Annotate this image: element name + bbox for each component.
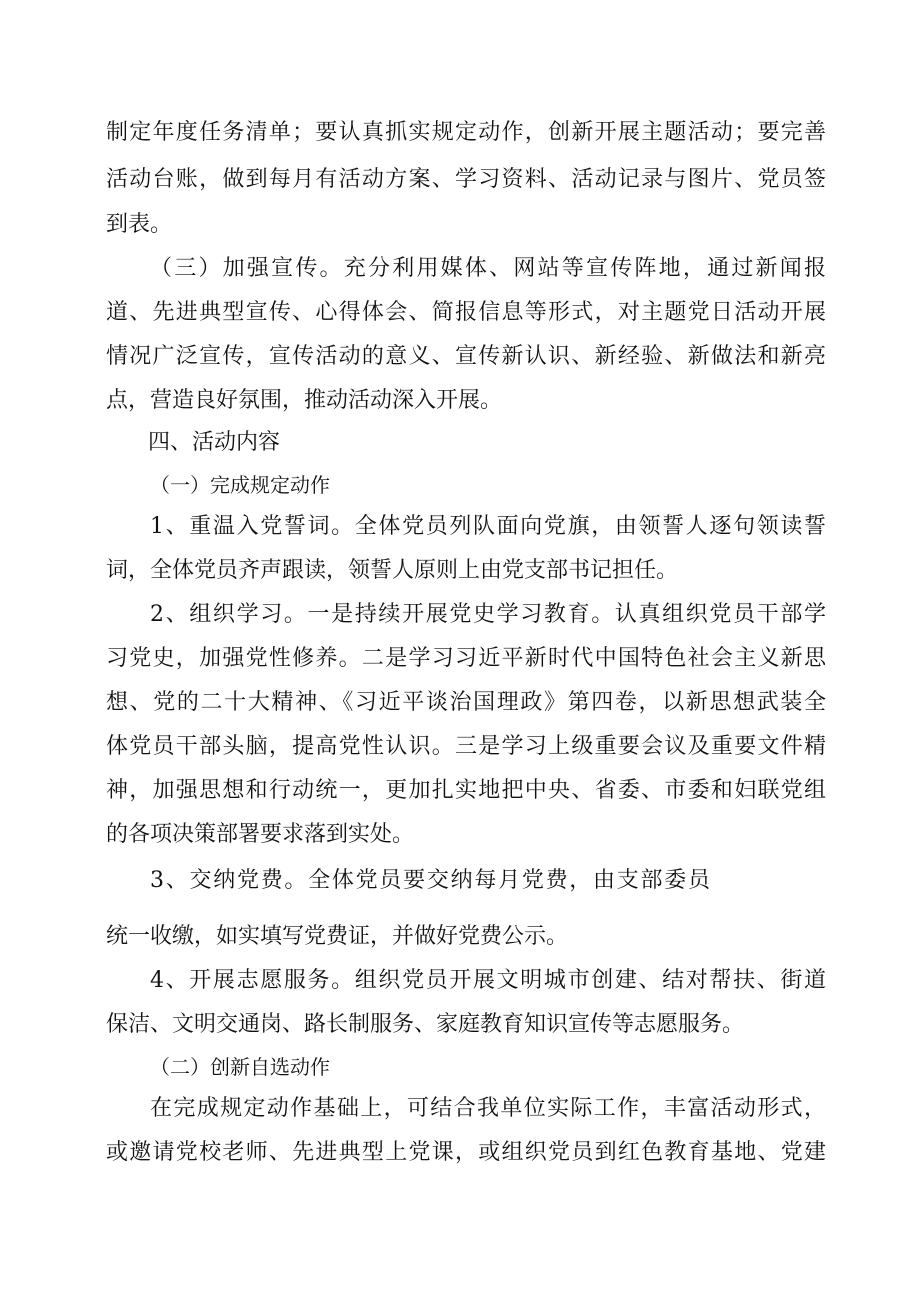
paragraph-line: 神，加强思想和行动统一，更加扎实地把中央、省委、市委和妇联党组 [106,778,826,803]
paragraph-line: 习党史，加强党性修养。二是学习习近平新时代中国特色社会主义新思 [106,646,826,671]
paragraph-line: 的各项决策部署要求落到实处。 [106,822,415,847]
paragraph-line: 或邀请党校老师、先进典型上党课，或组织党员到红色教育基地、党建 [106,1140,826,1165]
paragraph-line: 想、党的二十大精神、《习近平谈治国理政》第四卷，以新思想武装全 [106,690,826,715]
paragraph-line: 体党员干部头脑，提高党性认识。三是学习上级重要会议及重要文件精 [106,734,826,759]
paragraph-line: 点，营造良好氛围，推动活动深入开展。 [106,388,503,413]
paragraph-line: 保洁、文明交通岗、路长制服务、家庭教育知识宣传等志愿服务。 [106,1012,745,1037]
section-heading: 四、活动内容 [148,430,281,455]
paragraph-line: 活动台账，做到每月有活动方案、学习资料、活动记录与图片、党员签 [106,167,826,192]
paragraph-line: 1、重温入党誓词。全体党员列队面向党旗，由领誓人逐句领读誓 [150,514,826,539]
paragraph-line: 情况广泛宣传，宣传活动的意义、宣传新认识、新经验、新做法和新亮 [106,344,826,369]
paragraph-line: 制定年度任务清单；要认真抓实规定动作，创新开展主题活动；要完善 [106,120,826,145]
paragraph-line: （三）加强宣传。充分利用媒体、网站等宣传阵地，通过新闻报 [150,256,826,281]
paragraph-line: 3、交纳党费。全体党员要交纳每月党费，由支部委员 [150,868,710,893]
paragraph-line: 道、先进典型宣传、心得体会、简报信息等形式，对主题党日活动开展 [106,300,826,325]
paragraph-line: 2、组织学习。一是持续开展党史学习教育。认真组织党员干部学 [150,602,826,627]
paragraph-line: 统一收缴，如实填写党费证，并做好党费公示。 [106,924,569,949]
paragraph-line: 在完成规定动作基础上，可结合我单位实际工作，丰富活动形式， [150,1096,826,1121]
subsection-heading: （一）完成规定动作 [150,473,330,497]
paragraph-line: 到表。 [106,212,173,237]
subsection-heading: （二）创新自选动作 [150,1055,330,1079]
paragraph-line: 词，全体党员齐声跟读，领誓人原则上由党支部书记担任。 [106,558,679,583]
paragraph-line: 4、开展志愿服务。组织党员开展文明城市创建、结对帮扶、街道 [150,968,826,993]
